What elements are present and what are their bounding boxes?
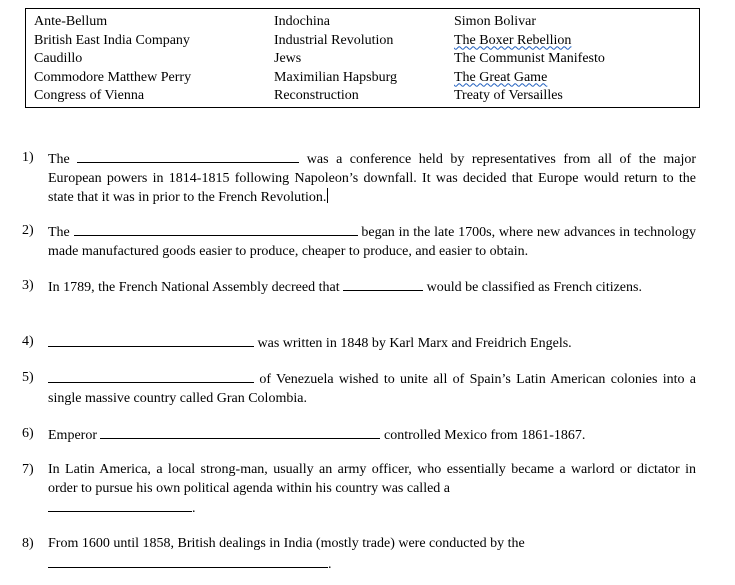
answer-blank[interactable] — [343, 277, 423, 291]
question-post-text: controlled Mexico from 1861-1867. — [383, 428, 586, 443]
answer-blank[interactable] — [48, 369, 254, 383]
question-number: 4) — [22, 334, 34, 349]
word-bank-term: Ante-Bellum — [34, 14, 108, 29]
question-1 — [22, 149, 696, 208]
word-bank-term — [454, 32, 605, 51]
question-number: 2) — [22, 223, 34, 238]
word-bank-term: The Communist Manifesto — [454, 51, 605, 66]
question-8 — [22, 535, 696, 574]
question-number: 8) — [22, 536, 34, 551]
word-bank-column-2 — [274, 13, 397, 106]
question-text — [48, 277, 696, 298]
word-bank-term: Industrial Revolution — [274, 32, 394, 48]
question-pre-text: Emperor — [48, 428, 97, 443]
word-bank-term: Congress of Vienna — [34, 88, 145, 103]
answer-blank[interactable] — [48, 333, 254, 347]
word-bank-term-text: The Great Game — [454, 69, 548, 85]
question-number: 6) — [22, 426, 34, 441]
word-bank-term: Indochina — [274, 14, 330, 29]
word-bank-column-1 — [34, 13, 191, 106]
question-text — [48, 425, 696, 446]
question-post-text: would be classified as French citizens. — [426, 280, 642, 295]
question-post-text: began in the late 1700s, where new advances in technology made manufactured goods easier to produce, cheaper to produce, and easier to obtain. — [48, 225, 696, 259]
word-bank-term: Jews — [274, 51, 302, 66]
question-text — [48, 535, 696, 574]
question-post-text: . — [192, 501, 196, 516]
question-3 — [22, 277, 696, 298]
answer-blank[interactable] — [100, 425, 380, 439]
word-bank-term-text: The Boxer Rebellion — [454, 32, 572, 48]
question-2 — [22, 222, 696, 261]
word-bank-term: Simon Bolivar — [454, 14, 537, 29]
word-bank-term: Commodore Matthew Perry — [34, 69, 192, 85]
question-text — [48, 369, 696, 408]
word-bank-term: Maximilian Hapsburg — [274, 69, 398, 85]
question-post-text: was a conference held by representatives from all of the major European powers in 1814-1815 following Napoleon’s downfall. It was decided that Europe would return to the state that it was in prior to the French Revolution. — [48, 152, 696, 205]
question-pre-text: In 1789, the French National Assembly decreed that — [48, 280, 340, 295]
question-body-text: From 1600 until 1858, British dealings in India (mostly trade) were conducted by the — [48, 536, 525, 551]
question-7 — [22, 461, 696, 519]
question-number: 3) — [22, 278, 34, 293]
word-bank-term: Caudillo — [34, 51, 83, 66]
question-text — [48, 333, 696, 354]
question-body-text: In Latin America, a local strong-man, usually an army officer, who essentially became a warlord or dictator in order to pursue his own political agenda within his country was called a — [48, 462, 696, 496]
question-pre-text: The — [48, 152, 70, 167]
question-post-text: of Venezuela wished to unite all of Spain’s Latin American colonies into a single massive country called Gran Colombia. — [48, 372, 697, 406]
answer-blank[interactable] — [74, 222, 358, 236]
answer-blank[interactable] — [48, 554, 328, 568]
question-post-text: . — [328, 556, 332, 572]
question-6 — [22, 425, 696, 446]
question-pre-text: The — [48, 225, 70, 240]
question-text — [48, 149, 696, 208]
word-bank-term: Reconstruction — [274, 88, 359, 103]
word-bank-term: Treaty of Versailles — [454, 88, 563, 103]
answer-blank[interactable] — [48, 498, 192, 512]
word-bank-box — [25, 8, 700, 108]
question-4 — [22, 333, 696, 354]
question-number: 5) — [22, 370, 34, 385]
question-5 — [22, 369, 696, 408]
word-bank-term — [454, 69, 605, 88]
answer-blank[interactable] — [77, 149, 299, 163]
question-text — [48, 461, 696, 519]
word-bank-term: British East India Company — [34, 32, 190, 48]
question-post-text: was written in 1848 by Karl Marx and Freidrich Engels. — [257, 336, 572, 351]
question-text — [48, 222, 696, 261]
question-number: 1) — [22, 150, 34, 165]
question-number: 7) — [22, 462, 34, 477]
text-cursor — [327, 188, 328, 203]
word-bank-column-3 — [454, 13, 605, 106]
